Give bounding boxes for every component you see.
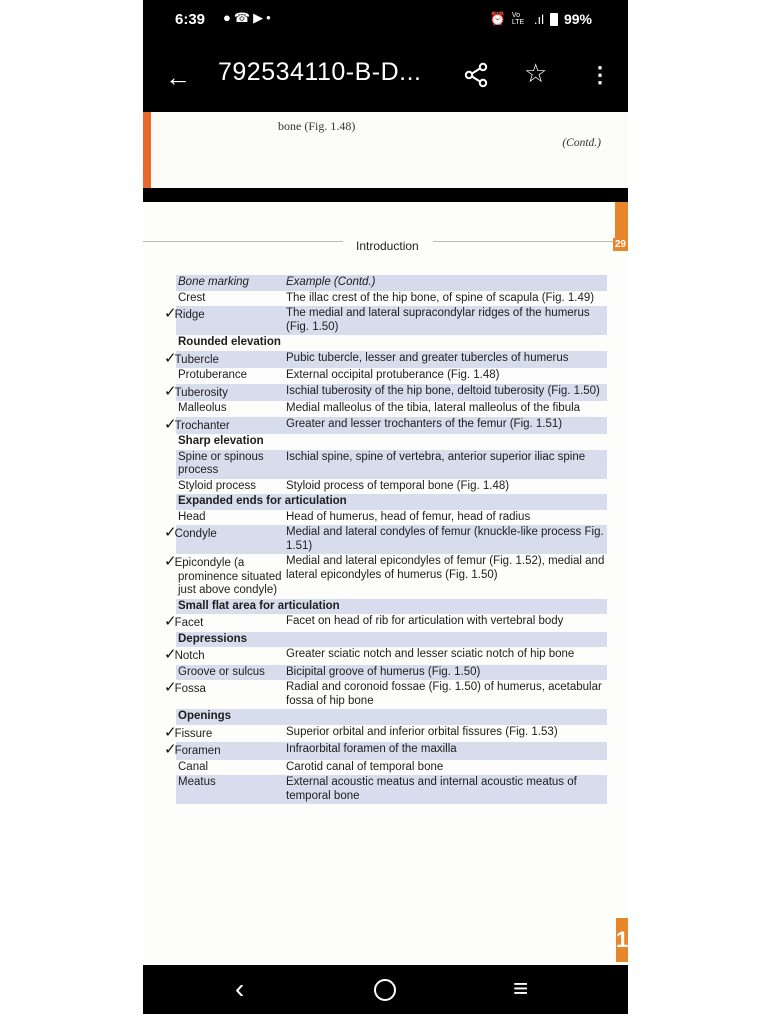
table-row (176, 760, 607, 776)
bone-marking-table (164, 275, 607, 804)
bone-marking-cell (176, 401, 284, 417)
example-cell: Bicipital groove of humerus (Fig. 1.50) (284, 665, 607, 681)
example-cell: Carotid canal of temporal bone (286, 760, 444, 773)
bone-marking-cell (164, 646, 284, 665)
header-rule-right (433, 241, 613, 242)
dot-icon: • (266, 10, 274, 25)
previous-page-text: bone (Fig. 1.48) (278, 119, 356, 133)
section-label: Depressions (176, 632, 607, 648)
battery-level: 99% (563, 11, 592, 27)
bone-marking-label: Protuberance (178, 369, 248, 381)
table-row (176, 417, 607, 435)
app-bar (143, 40, 628, 112)
table-row (176, 291, 607, 307)
table-section-row (176, 434, 607, 450)
bone-marking-label: Spine or spinous process (178, 450, 264, 476)
bone-marking-label: Foramen (174, 745, 221, 757)
bone-marking-cell (176, 665, 284, 681)
star-icon[interactable]: ☆ (524, 58, 548, 88)
table-section-row (176, 632, 607, 648)
bone-marking-label: Malleolus (178, 402, 227, 414)
youtube-icon: ▶ (253, 10, 267, 25)
page-gap (143, 188, 628, 202)
example-cell: External acoustic meatus and internal acoustic meatus of temporal bone (284, 775, 607, 804)
checkmark-icon: ✓ (164, 305, 177, 322)
table-section-row (176, 335, 607, 351)
bone-marking-cell (164, 305, 284, 335)
header-rule (143, 241, 343, 242)
table-row (176, 775, 607, 804)
example-cell: Styloid process of temporal bone (Fig. 1.48) (286, 479, 510, 492)
header-example: Example (Contd.) (284, 275, 607, 291)
table-row (176, 680, 607, 709)
table-section-row (176, 599, 607, 615)
volte-icon: Vo LTE (511, 12, 525, 26)
nav-back-icon[interactable]: ‹ (235, 973, 245, 1004)
table-row (176, 647, 607, 665)
bone-marking-cell (176, 510, 284, 526)
bone-marking-label: Head (178, 510, 206, 523)
table-row (176, 510, 607, 526)
battery-icon (550, 13, 558, 26)
example-cell: Medial and lateral epicondyles of femur (Fig. 1.52), medial and lateral epicondyles of humerus (Fig. 1.50) (286, 555, 605, 581)
bone-marking-cell (176, 760, 284, 776)
bone-marking-cell (176, 450, 284, 479)
bone-marking-label: Tuberosity (174, 386, 228, 399)
example-cell: Infraorbital foramen of the maxilla (284, 742, 607, 760)
example-cell: Radial and coronoid fossae (Fig. 1.50) of humerus, acetabular fossa of hip bone (286, 681, 602, 707)
example-cell: External occipital protuberance (Fig. 1.48) (286, 369, 500, 381)
example-cell: The medial and lateral supracondylar ridges of the humerus (Fig. 1.50) (284, 306, 607, 335)
bone-marking-label: Fissure (174, 727, 213, 740)
example-cell: Superior orbital and inferior orbital fissures (Fig. 1.53) (286, 725, 558, 738)
table-section-row (176, 709, 607, 725)
section-label: Rounded elevation (178, 336, 281, 348)
table-row (176, 306, 607, 335)
example-cell: Medial malleolus of the tibia, lateral malleolus of the fibula (286, 402, 581, 414)
bone-marking-cell (164, 382, 284, 402)
section-label: Expanded ends for articulation (176, 494, 607, 510)
table-row (176, 351, 607, 369)
table-row (176, 525, 607, 554)
bone-marking-label: Styloid process (178, 479, 256, 492)
bone-marking-cell (164, 613, 284, 632)
example-cell: Medial and lateral condyles of femur (knuckle-like process Fig. 1.51) (284, 525, 607, 554)
checkmark-icon: ✓ (164, 723, 177, 741)
example-cell: Head of humerus, head of femur, head of radius (286, 510, 531, 523)
nav-home-icon[interactable] (374, 979, 396, 1001)
bone-marking-label: Trochanter (174, 419, 230, 432)
section-tab: 1 (616, 918, 628, 962)
bone-marking-cell (164, 415, 284, 435)
signal-icon: .ıl (533, 11, 544, 27)
checkmark-icon: ✓ (164, 553, 177, 570)
table-row (176, 665, 607, 681)
table-header-row (176, 275, 607, 291)
example-cell: The illac crest of the hip bone, of spine of scapula (Fig. 1.49) (286, 291, 595, 304)
example-cell: Pubic tubercle, lesser and greater tubercles of humerus (284, 351, 607, 369)
nav-menu-icon[interactable]: ≡ (513, 973, 529, 1003)
header-bone-marking: Bone marking (176, 275, 284, 291)
bone-marking-cell (164, 524, 284, 554)
bone-marking-cell (164, 679, 284, 709)
example-cell: Facet on head of rib for articulation with vertebral body (286, 615, 564, 627)
section-label: Sharp elevation (178, 435, 264, 447)
bone-marking-label: Facet (174, 617, 204, 629)
bone-marking-label: Tubercle (174, 353, 219, 366)
bone-marking-label: Fossa (174, 683, 206, 695)
status-bar (143, 0, 628, 40)
checkmark-icon: ✓ (164, 613, 177, 630)
navigation-bar (143, 965, 628, 1014)
share-icon[interactable] (463, 62, 489, 88)
table-section-row (176, 494, 607, 510)
table-row (176, 368, 607, 384)
checkmark-icon: ✓ (164, 679, 177, 696)
checkmark-icon: ✓ (164, 349, 177, 367)
bone-marking-cell (176, 368, 284, 384)
bone-marking-cell (164, 723, 284, 743)
bone-marking-cell (164, 349, 284, 369)
bone-marking-label: Ridge (174, 309, 205, 321)
checkmark-icon: ✓ (164, 741, 177, 758)
page-edge-stripe (143, 112, 151, 188)
bone-marking-label: Epicondyle (a prominence situated just above condyle) (174, 557, 282, 596)
notification-icons (223, 10, 274, 26)
example-cell: Ischial spine, spine of vertebra, anterior superior iliac spine (284, 450, 607, 479)
bone-marking-label: Notch (174, 650, 205, 662)
table-row (176, 401, 607, 417)
section-label: Small flat area for articulation (176, 599, 607, 615)
example-cell: Greater sciatic notch and lesser sciatic notch of hip bone (286, 648, 575, 660)
table-row (176, 725, 607, 743)
checkmark-icon: ✓ (164, 524, 177, 541)
section-label: Openings (176, 709, 607, 725)
current-page (143, 202, 628, 965)
bone-marking-label: Groove or sulcus (178, 665, 265, 678)
page-number: 29 (614, 239, 626, 250)
bone-marking-label: Condyle (174, 528, 217, 540)
table-row (176, 742, 607, 760)
table-row (176, 554, 607, 599)
table-row (176, 614, 607, 632)
bone-marking-cell (164, 741, 284, 760)
checkmark-icon: ✓ (164, 382, 177, 400)
phone-screen (143, 0, 628, 1014)
table-row (176, 450, 607, 479)
bone-marking-cell (176, 291, 284, 307)
alarm-icon: ⏰ (489, 11, 506, 26)
table-body (164, 275, 607, 804)
bone-marking-cell (176, 479, 284, 495)
document-title: 792534110-B-D... (218, 58, 422, 86)
previous-page-contd: (Contd.) (562, 137, 601, 149)
chat-bubble-icon: ● (223, 10, 234, 25)
arrow-left-icon[interactable]: ← (165, 62, 191, 92)
more-vertical-icon[interactable]: ⋮ (589, 62, 611, 87)
example-cell: Ischial tuberosity of the hip bone, deltoid tuberosity (Fig. 1.50) (284, 384, 607, 402)
bone-marking-cell (164, 553, 284, 599)
page-header: Introduction (356, 239, 419, 253)
bone-marking-label: Meatus (178, 776, 216, 788)
checkmark-icon: ✓ (164, 415, 177, 433)
checkmark-icon: ✓ (164, 646, 177, 663)
whatsapp-icon: ☎ (233, 10, 254, 25)
bone-marking-cell (176, 775, 284, 804)
document-viewer[interactable] (143, 112, 628, 965)
table-row (176, 384, 607, 402)
example-cell: Greater and lesser trochanters of the femur (Fig. 1.51) (284, 417, 607, 435)
status-right (490, 11, 592, 27)
previous-page (143, 112, 628, 188)
bone-marking-label: Crest (178, 291, 206, 304)
bone-marking-label: Canal (178, 760, 209, 773)
table-row (176, 479, 607, 495)
status-time: 6:39 (175, 11, 206, 28)
